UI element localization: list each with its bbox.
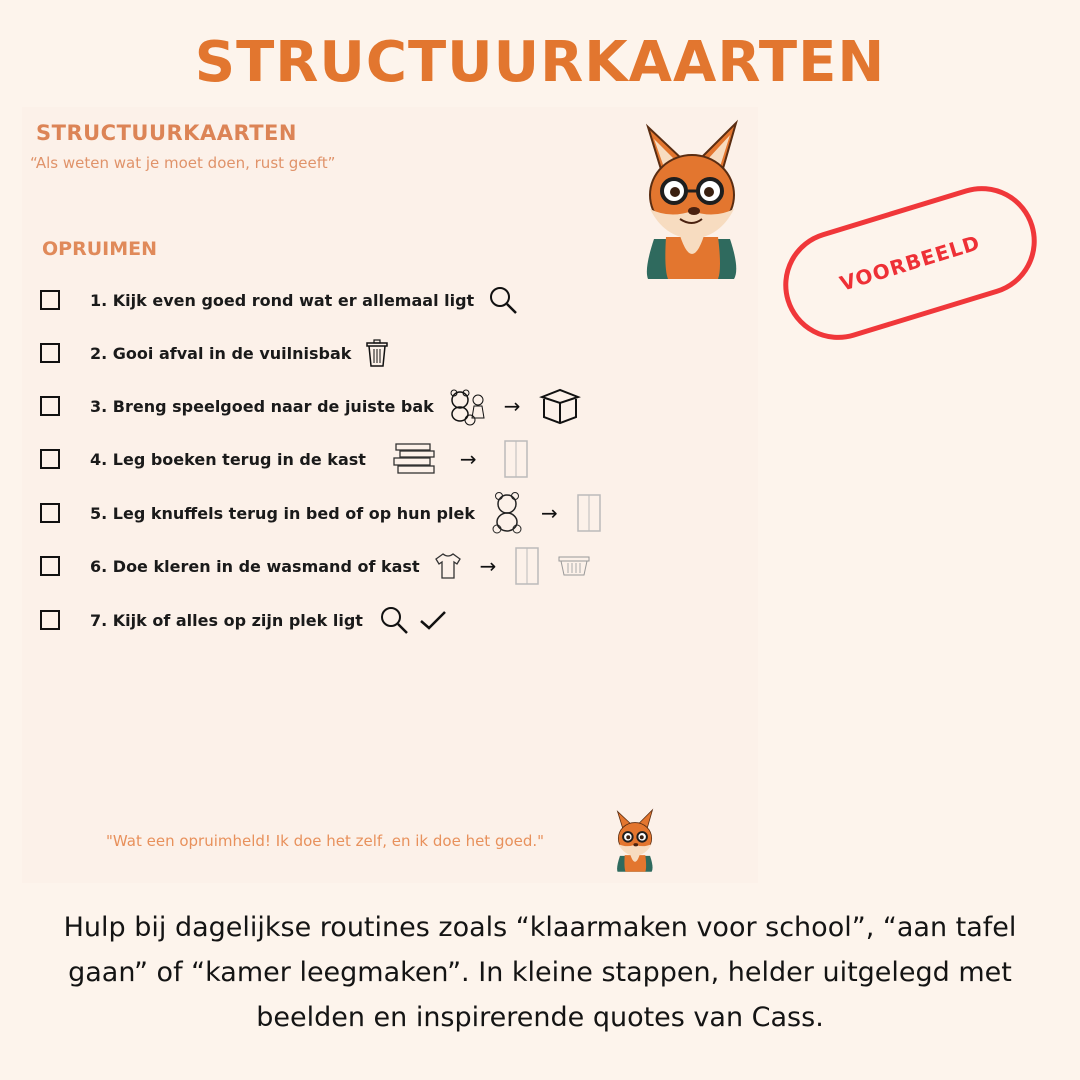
step-2 [40,338,403,368]
fox-mascot-icon [634,119,750,279]
fox-quote: "Wat een opruimheld! Ik doe het zelf, en ik doe het goed." [106,832,545,850]
step-checkbox[interactable] [40,343,60,363]
laundry-basket-icon [558,555,590,577]
step-checkbox[interactable] [40,556,60,576]
step-3 [40,391,595,421]
wardrobe-icon [503,439,529,479]
magnifier-icon [379,605,411,635]
description-text: Hulp bij dagelijkse routines zoals “klaarmaken voor school”, “aan tafel gaan” of “kamer leegmaken”. In kleine stappen, helder uitgelegd met beelden en inspirerende quotes van Cass. [63,912,1017,1033]
card-title: STRUCTUURKAARTEN [36,121,297,145]
step-label: 2. Gooi afval in de vuilnisbak [90,343,352,363]
step-4 [40,444,543,474]
stamp-label: VOORBEELD [836,230,984,296]
step-7 [40,605,461,635]
arrow-icon: → [503,394,521,418]
fox-mascot-small-icon [612,807,658,873]
structure-card [22,107,758,883]
wardrobe-icon [576,493,602,533]
card-subtitle: “Als weten wat je moet doen, rust geeft” [30,154,336,172]
step-1 [40,285,534,315]
step-label: 1. Kijk even goed rond wat er allemaal ligt [90,290,475,310]
books-icon [392,442,438,476]
trash-can-icon [365,339,389,367]
step-checkbox[interactable] [40,290,60,310]
step-label: 6. Doe kleren in de wasmand of kast [90,556,420,576]
box-icon [539,387,581,425]
page-title: STRUCTUURKAARTEN [194,30,886,95]
toys-icon [448,386,490,426]
step-checkbox[interactable] [40,503,60,523]
arrow-icon: → [540,501,558,525]
step-checkbox[interactable] [40,396,60,416]
step-label: 3. Breng speelgoed naar de juiste bak [90,396,434,416]
teddy-bear-icon [491,492,523,534]
example-stamp [770,172,1051,353]
arrow-icon: → [479,554,497,578]
step-6 [40,551,604,581]
step-5 [40,498,616,528]
checkmark-icon [419,609,447,631]
section-title: OPRUIMEN [42,238,157,260]
arrow-icon: → [459,447,477,471]
step-checkbox[interactable] [40,449,60,469]
step-label: 4. Leg boeken terug in de kast [90,449,366,469]
step-checkbox[interactable] [40,610,60,630]
step-label: 5. Leg knuffels terug in bed of op hun plek [90,503,475,523]
tshirt-icon [434,552,462,580]
step-label: 7. Kijk of alles op zijn plek ligt [90,610,363,630]
wardrobe-icon [514,546,540,586]
magnifier-icon [488,285,520,315]
